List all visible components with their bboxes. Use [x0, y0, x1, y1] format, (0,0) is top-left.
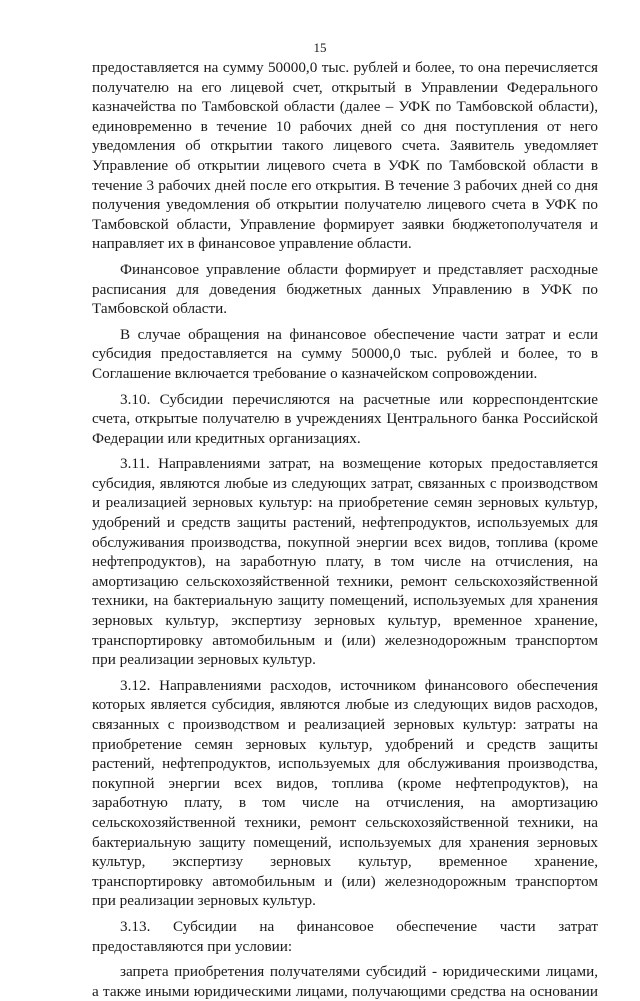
paragraph-finance-schedules — [92, 260, 598, 319]
text-line: Соглашение включается требование о казначейском сопровождении. — [92, 364, 538, 382]
paragraph-3-12 — [92, 676, 598, 911]
text-line: при реализации зерновых культур. — [92, 892, 316, 910]
paragraph-3-10 — [92, 390, 598, 449]
text-line: течение 3 рабочих дней после его открытия. В течение 3 рабочих дней со дня — [92, 176, 598, 194]
text-line: удобрений и средств защиты растений, нефтепродуктов, используемых для — [92, 514, 598, 532]
text-line: покупной энергии всех видов, топлива (кроме нефтепродуктов), на — [92, 774, 598, 792]
text-line: уведомления об открытии такого лицевого счета. Заявитель уведомляет — [92, 137, 598, 155]
paragraph-treasury-escort — [92, 325, 598, 384]
text-line: зерновых культур, экспертизу зерновых культур, временное хранение, — [92, 612, 598, 630]
text-line: предоставляются при условии: — [92, 937, 293, 955]
document-body — [92, 58, 598, 1001]
paragraph-prohibition-condition — [92, 962, 598, 1001]
text-line: 3.13. Субсидии на финансовое обеспечение части затрат — [120, 917, 598, 935]
text-line: сельскохозяйственной техники, ремонт сельскохозяйственной техники, на — [92, 813, 598, 831]
text-line: 3.10. Субсидии перечисляются на расчетные или корреспондентские — [120, 390, 598, 408]
page-number: 15 — [313, 40, 327, 55]
text-line: техники, на бактериальную защиту помещений, используемых для хранения — [92, 592, 598, 610]
paragraph-3-13 — [92, 917, 598, 956]
text-line: амортизацию сельскохозяйственной техники, ремонт сельскохозяйственной — [92, 572, 598, 590]
text-line: приобретение семян зерновых культур, удобрений и средств защиты — [92, 735, 598, 753]
text-line: Тамбовской области. — [92, 300, 228, 318]
text-line: культур, экспертизу зерновых культур, временное хранение, — [92, 853, 598, 871]
text-line: направляет их в финансовое управление области. — [92, 235, 412, 253]
text-line: заработную плату, в том числе на отчисления, на амортизацию — [92, 794, 598, 812]
text-line: В случае обращения на финансовое обеспечение части затрат и если — [120, 325, 598, 343]
text-line: получателю на его лицевой счет, открытый в Управлении Федерального — [92, 78, 598, 96]
text-line: растений, нефтепродуктов, используемых для обслуживания производства, — [92, 755, 598, 773]
text-line: Управление об открытии лицевого счета в УФК по Тамбовской области в — [92, 156, 598, 174]
text-line: расписания для доведения бюджетных данных Управлению в УФК по — [92, 280, 598, 298]
text-line: при реализации зерновых культур. — [92, 651, 316, 669]
paragraph-account-transfer — [92, 58, 598, 254]
text-line: которых является субсидия, являются любые из следующих видов расходов, — [92, 696, 598, 714]
text-line: нефтепродуктов), на заработную плату, в том числе на отчисления, на — [92, 553, 598, 571]
text-line: получения уведомления об открытии получателю лицевого счета в УФК по — [92, 196, 598, 214]
text-line: субсидия, являются любые из следующих затрат, связанных с производством — [92, 474, 598, 492]
text-line: субсидия предоставляется на сумму 50000,0 тыс. рублей и более, то в — [92, 345, 598, 363]
text-line: транспортировку автомобильным и (или) железнодорожным транспортом — [92, 631, 598, 649]
text-line: 3.11. Направлениями затрат, на возмещение которых предоставляется — [120, 455, 598, 473]
text-line: 3.12. Направлениями расходов, источником финансового обеспечения — [120, 676, 598, 694]
text-line: Федерации или кредитных организациях. — [92, 429, 361, 447]
text-line: транспортировку автомобильным и (или) железнодорожным транспортом — [92, 872, 598, 890]
text-line: казначейства по Тамбовской области (далее – УФК по Тамбовской области), — [92, 98, 598, 116]
text-line: Тамбовской области, Управление формирует заявки бюджетополучателя и — [92, 215, 598, 233]
text-line: а также иными юридическими лицами, получающими средства на основании — [92, 982, 598, 1000]
text-line: единовременно в течение 10 рабочих дней со дня поступления от него — [92, 117, 598, 135]
text-line: обслуживания производства, покупной энергии всех видов, топлива (кроме — [92, 533, 598, 551]
text-line: запрета приобретения получателями субсидий - юридическими лицами, — [120, 963, 598, 981]
text-line: бактериальную защиту помещений, используемых для хранения зерновых — [92, 833, 598, 851]
text-line: счета, открытые получателю в учреждениях Центрального банка Российской — [92, 410, 598, 428]
paragraph-3-11 — [92, 454, 598, 670]
text-line: связанных с производством и реализацией зерновых культур: затраты на — [92, 716, 598, 733]
text-line: и реализацией зерновых культур: на приобретение семян зерновых культур, — [92, 494, 598, 512]
text-line: предоставляется на сумму 50000,0 тыс. рублей и более, то она перечисляется — [92, 59, 598, 76]
text-line: Финансовое управление области формирует и представляет расходные — [120, 260, 598, 278]
